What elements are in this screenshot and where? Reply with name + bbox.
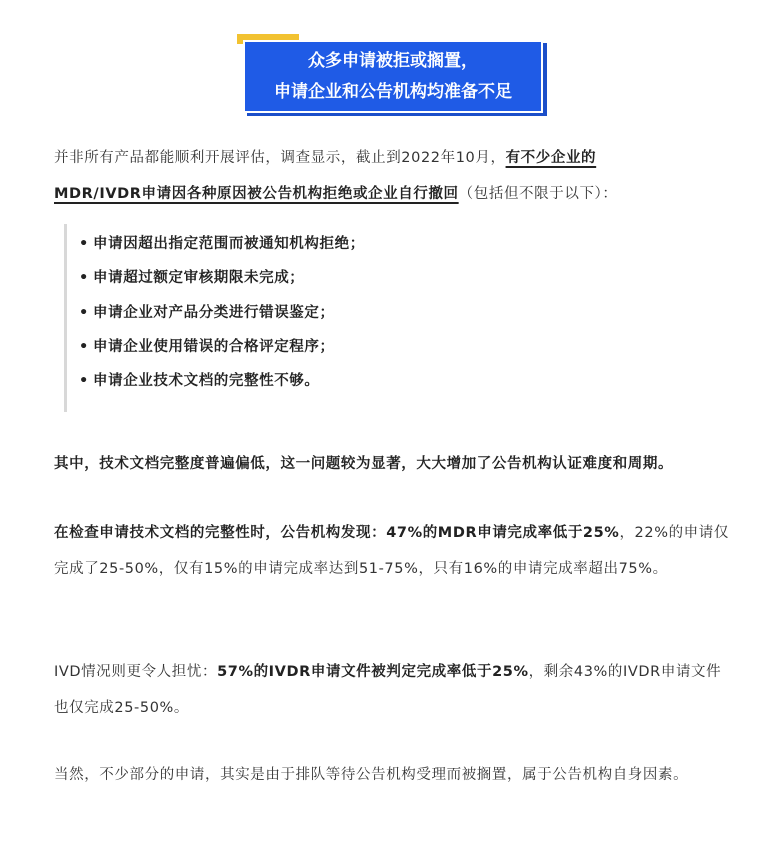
intro-text: 并非所有产品都能顺利开展评估，调查显示，截止到2022年10月， — [54, 150, 506, 166]
ivdr-stats-lead: IVD情况则更令人担忧： — [54, 664, 218, 680]
section-title-line2: 申请企业和公告机构均准备不足 — [274, 82, 512, 102]
mdr-stats-highlight: 在检查申请技术文档的完整性时，公告机构发现：47%的MDR申请完成率低于25% — [54, 525, 620, 541]
bullet-icon: • — [79, 270, 89, 286]
paragraph-technical-docs: 其中，技术文档完整度普遍偏低，这一问题较为显著，大大增加了公告机构认证难度和周期。 — [54, 456, 674, 472]
section-title-line1: 众多申请被拒或搁置， — [308, 51, 478, 71]
reasons-list — [64, 224, 667, 412]
list-item: • 申请企业技术文档的完整性不够。 — [79, 370, 320, 392]
list-item: • 申请超过额定审核期限未完成； — [79, 267, 304, 289]
intro-paragraph — [54, 140, 734, 212]
bullet-icon: • — [79, 373, 89, 389]
ivdr-stats-highlight: 57%的IVDR申请文件被判定完成率低于25% — [217, 664, 529, 680]
paragraph-mdr-stats — [54, 515, 734, 587]
ivdr-stats-text: ，剩余43%的IVDR申请文件也仅完成25-50%。 — [54, 664, 722, 716]
paragraph-ivdr-stats — [54, 654, 734, 726]
bullet-icon: • — [79, 305, 89, 321]
intro-highlight-1: 有不少企业的 — [505, 150, 597, 166]
intro-text-end: （包括但不限于以下）： — [458, 186, 618, 202]
list-item: • 申请因超出指定范围而被通知机构拒绝； — [79, 233, 365, 255]
intro-highlight-2: MDR/IVDR申请因各种原因被公告机构拒绝或企业自行撤回 — [54, 186, 459, 202]
paragraph-queue-delay: 当然，不少部分的申请，其实是由于排队等待公告机构受理而被搁置，属于公告机构自身因素。 — [54, 767, 689, 783]
section-title-banner — [237, 34, 549, 118]
list-item: • 申请企业使用错误的合格评定程序； — [79, 336, 335, 358]
list-item: • 申请企业对产品分类进行错误鉴定； — [79, 302, 335, 324]
bullet-icon: • — [79, 339, 89, 355]
mdr-stats-text: ，22%的申请仅完成了25-50%，仅有15%的申请完成率达到51-75%，只有16%的申请完成率超出75%。 — [54, 525, 729, 577]
section-title — [243, 40, 543, 113]
bullet-icon: • — [79, 236, 89, 252]
